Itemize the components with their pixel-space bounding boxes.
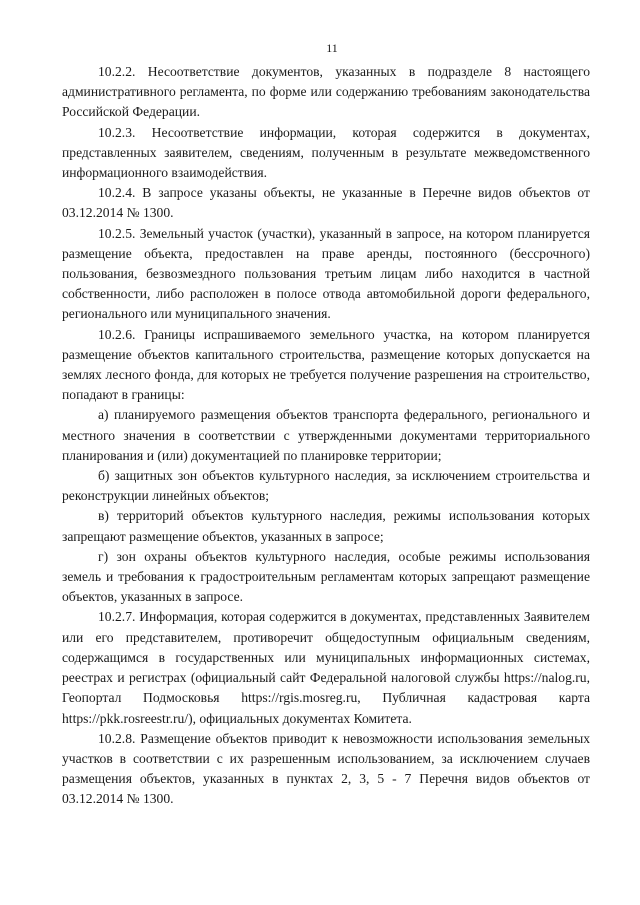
paragraph-10-2-7: 10.2.7. Информация, которая содержится в документах, представленных Заявителем или его представителем, противоречит общедоступным официальным сведениям, содержащимся в государственных или муниципальных информационных системах, реестрах и регистрах (официальный сайт Федеральной налоговой службы https://nalog.ru, Геопортал Подмосковья https://rgis.mosreg.ru, Публичная кадастровая карта https://pkk.rosreestr.ru/), официальных документах Комитета. xyxy=(62,609,590,726)
paragraph-10-2-3: 10.2.3. Несоответствие информации, которая содержится в документах, представленных заявителем, сведениям, полученным в результате межведомственного информационного взаимодействия. xyxy=(62,124,590,181)
paragraph-10-2-2: 10.2.2. Несоответствие документов, указанных в подразделе 8 настоящего административного регламента, по форме или содержанию требованиям законодательства Российской Федерации. xyxy=(62,64,590,120)
paragraph-10-2-8: 10.2.8. Размещение объектов приводит к невозможности использования земельных участков в соответствии с их разрешенным использованием, за исключением случаев размещения объектов, указанных в пунктах 2, 3, 5 - 7 Перечня видов объектов от 03.12.2014 № 1300. xyxy=(62,730,590,807)
subparagraph-g: г) зон охраны объектов культурного наследия, особые режимы использования земель и требования к градостроительным регламентам которых запрещают размещение объектов, указанных в запросе. xyxy=(62,548,590,605)
paragraph-10-2-5: 10.2.5. Земельный участок (участки), указанный в запросе, на котором планируется размещение объекта, предоставлен на праве аренды, постоянного (бессрочного) пользования, безвозмездного пользования третьим лицам либо находится в частной собственности, либо расположен в полосе отвода автомобильной дороги федерального, регионального или муниципального значения. xyxy=(62,225,590,322)
paragraph-10-2-6: 10.2.6. Границы испрашиваемого земельного участка, на котором планируется размещение объектов капитального строительства, размещение которых допускается на землях лесного фонда, для которых не требуется получение разрешения на строительство, попадают в границы: xyxy=(62,326,590,403)
paragraph-10-2-4: 10.2.4. В запросе указаны объекты, не указанные в Перечне видов объектов от 03.12.2014 № 1300. xyxy=(62,185,590,221)
subparagraph-b: б) защитных зон объектов культурного наследия, за исключением строительства и реконструкции линейных объектов; xyxy=(62,468,590,504)
page-number: 11 xyxy=(326,41,338,55)
subparagraph-v: в) территорий объектов культурного наследия, режимы использования которых запрещают размещение объектов, указанных в запросе; xyxy=(62,508,590,544)
subparagraph-a: а) планируемого размещения объектов транспорта федерального, регионального и местного значения в соответствии с утвержденными документами территориального планирования и (или) документацией по планировке территории; xyxy=(62,407,590,463)
document-body xyxy=(62,62,590,810)
